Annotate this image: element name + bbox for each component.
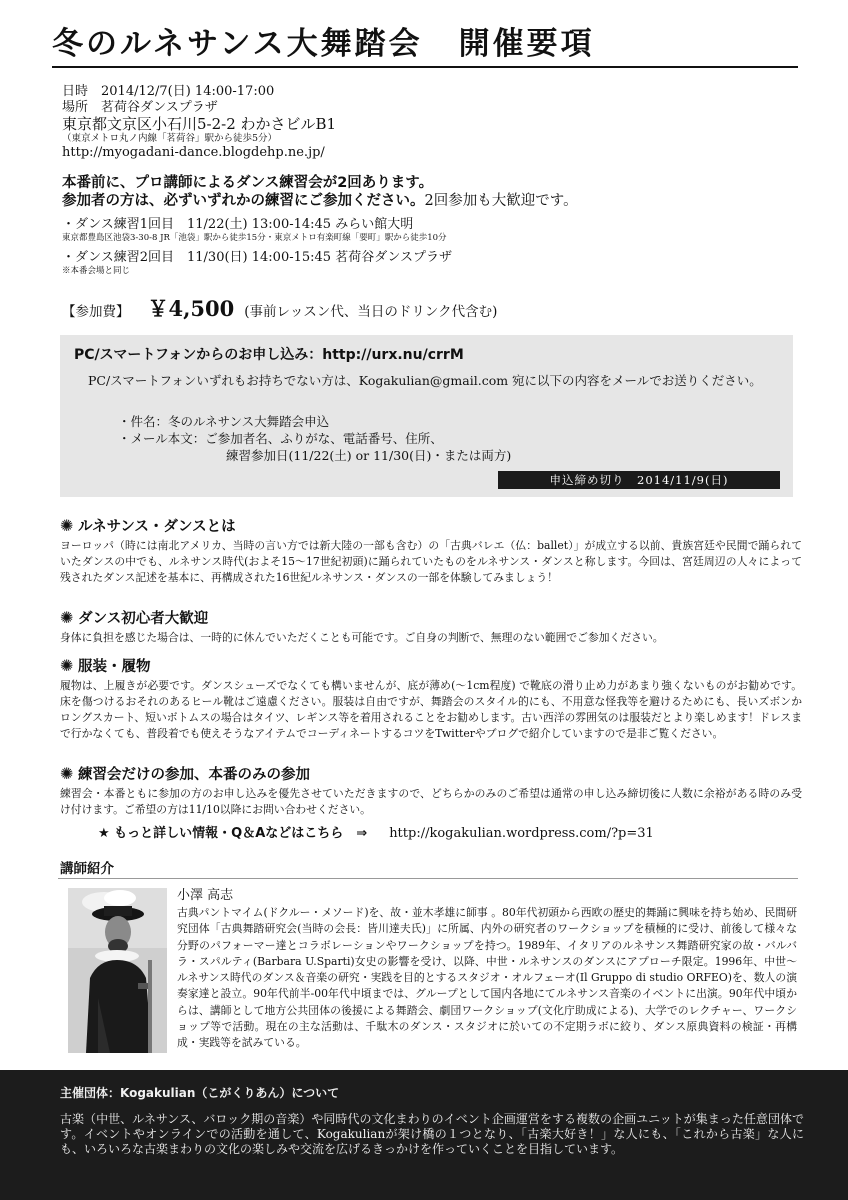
fee-row [62, 293, 497, 323]
title-divider [52, 66, 798, 68]
star-burst-icon: ✺ [60, 656, 74, 675]
notice-line-1: 本番前に、プロ講師によるダンス練習会が2回あります。 [62, 175, 434, 191]
star-burst-icon: ✺ [60, 764, 74, 783]
fee-price: ￥4,500 [147, 296, 235, 321]
more-info-row [98, 822, 654, 841]
page-title-sub: 開催要項 [458, 26, 595, 62]
event-access: （東京メトロ丸ノ内線「茗荷谷」駅から徒歩5分） [62, 133, 278, 144]
notice-line-2: 参加者の方は、必ずいずれかの練習にご参加ください。 [62, 193, 425, 209]
page-title-main: 冬のルネサンス大舞踏会 [52, 26, 423, 62]
deadline-badge: 申込締め切り 2014/11/9(日) [498, 471, 780, 489]
more-info-link[interactable]: http://kogakulian.wordpress.com/?p=31 [389, 826, 654, 841]
session-note: ※本番会場と同じ [62, 266, 131, 276]
application-body: PC/スマートフォンいずれもお持ちでない方は、Kogakulian@gmail.com 宛に以下の内容をメールでお送りください。 [88, 373, 762, 388]
session-note: 東京都豊島区池袋3-30-8 JR「池袋」駅から徒歩15分・東京メトロ有楽町線「要町」駅から徒歩10分 [62, 233, 447, 243]
organizer-footer [0, 1070, 848, 1200]
star-burst-icon: ✺ [60, 608, 74, 627]
application-item-subject: ・件名：冬のルネサンス大舞踏会申込 [118, 414, 330, 429]
section-body-renaissance-dance: ヨーロッパ（時には南北アメリカ、当時の言い方では新大陸の一部も含む）の「古典バレエ（仏：ballet）」が成立する以前、貴族宮廷や民間で踊られていたダンスの中でも、ルネサンス時代(およそ15～17世紀初頭)に踊られていたものをルネサンス・ダンスと称します。今回は、宮廷周辺の人々によって残されたダンス記述を基本に、再構成された16世紀ルネサンス・ダンスの一部を体験してみましょう！ [60, 539, 802, 584]
practice-session-2 [62, 250, 452, 277]
session-title: ・ダンス練習1回目 11/22(土) 13:00-14:45 みらい館大明 [62, 217, 414, 232]
event-venue: 場所 茗荷谷ダンスプラザ [62, 100, 218, 115]
application-heading[interactable]: PC/スマートフォンからのお申し込み：http://urx.nu/crrM [74, 347, 464, 363]
page-title [52, 18, 595, 63]
application-item-body: ・メール本文：ご参加者名、ふりがな、電話番号、住所、 [118, 431, 443, 446]
application-items [118, 413, 511, 464]
event-datetime: 日時 2014/12/7(日) 14:00-17:00 [62, 84, 275, 99]
fee-label: 【参加費】 [62, 304, 130, 320]
organizer-heading: 主催団体：Kogakulian（こがくりあん）について [60, 1086, 340, 1100]
instructor-portrait-image [68, 888, 167, 1053]
instructor-photo [68, 888, 167, 1053]
section-body-beginners: 身体に負担を感じた場合は、一時的に休んでいただくことも可能です。ご自身の判断で、無理のない範囲でご参加ください。 [60, 631, 664, 644]
instructor-divider [58, 878, 798, 879]
venue-url-link[interactable]: http://myogadani-dance.blogdehp.ne.jp/ [62, 145, 325, 160]
instructor-bio: 古典パントマイム(ドクルー・メソード)を、故・並木孝雄に師事 。80年代初頭から西欧の歴史的舞踊に興味を持ち始め、民間研究団体「古典舞踏研究会(当時の会長：皆川達夫氏)」に所属、内外の研究者のワークショップを積極的に受け、前後して様々な分野のパフォーマー達とコラボレーションやワークショップを持つ。1989年、イタリアのルネサンス舞踏研究家の故・バルバラ・スパルティ(Barbara U.Sparti)女史の影響を受け、以降、中世・ルネサンスのダンスにアプローチ限定。1996年、中世～ルネサンス時代のダンス＆音楽の研究・実践を目的とするスタジオ・オルフェーオ(Il Gruppo di studio ORFEO)を、数人の演奏家達と設立。90年代前半-00年代中頃までは、グループとして国内各地にてルネサンス音楽のイベントに出演。90年代中頃からは、講師として地方公共団体の後援による舞踏会、劇団ワークショップ(文化庁助成による)、大学でのレクチャー、ワークショップ等で活動。現在の主な活動は、千駄木のダンス・スタジオに於いての不定期ラボに絞り、ダンス原典資料の検証・再構成・実践等を試みている。 [177, 906, 798, 1050]
event-info [62, 84, 336, 161]
section-body-participation: 練習会・本番ともに参加の方のお申し込みを優先させていただきますので、どちらかのみのご希望は通常の申し込み締切後に人数に余裕がある時のみ受け付けます。ご希望の方は11/10以降にお問い合わせください。 [60, 787, 802, 816]
star-burst-icon: ✺ [60, 516, 74, 535]
section-heading-renaissance-dance: ✺ ルネサンス・ダンスとは [60, 516, 236, 535]
event-address: 東京都文京区小石川5-2-2 わかさビルB1 [62, 115, 337, 133]
practice-session-1 [62, 217, 447, 244]
notice-line-2-extra: 2回参加も大歓迎です。 [424, 193, 578, 209]
application-item-body-2: 練習参加日(11/22(土) or 11/30(日)・または両方) [226, 448, 512, 463]
practice-notice [62, 174, 578, 210]
fee-note: (事前レッスン代、当日のドリンク代含む) [244, 304, 498, 320]
instructor-heading: 講師紹介 [60, 861, 114, 877]
instructor-name: 小澤 高志 [177, 888, 234, 903]
section-heading-beginners: ✺ ダンス初心者大歓迎 [60, 608, 209, 627]
session-title: ・ダンス練習2回目 11/30(日) 14:00-15:45 茗荷谷ダンスプラザ [62, 250, 452, 265]
more-info-text: ★ もっと詳しい情報・Q＆Aなどはこちら ⇒ [98, 826, 368, 841]
application-box [60, 335, 793, 497]
section-heading-attire: ✺ 服装・履物 [60, 656, 151, 675]
section-body-attire: 履物は、上履きが必要です。ダンスシューズでなくても構いませんが、底が薄め(～1cm程度) で靴底の滑り止め力があまり強くないものがお勧めです。床を傷つけるおそれのあるヒール靴はご遠慮ください。服装は自由ですが、舞踏会のスタイル的にも、不用意な怪我等を避けるためにも、長いズボンかロングスカート、短いボトムスの場合はタイツ、レギンス等を着用されることをお勧めします。古い西洋の雰囲気のは服装だとより楽しめます！ドレスまで行かなくても、普段着でも使えそうなアイテムでコーディネートするコツをTwitterやブログで紹介していますので是非ご覧ください。 [60, 679, 802, 740]
organizer-body: 古楽（中世、ルネサンス、バロック期の音楽）や同時代の文化まわりのイベント企画運営をする複数の企画ユニットが集まった任意団体です。イベントやオンラインでの活動を通して、Kogakulianが架け橋の１つとなり、「古楽大好き！」な人にも、「これから古楽」な人にも、いろいろな古楽まわりの文化の楽しみや交流を広げるきっかけを作っていくことを目指しています。 [60, 1112, 804, 1156]
section-heading-participation: ✺ 練習会だけの参加、本番のみの参加 [60, 764, 310, 783]
